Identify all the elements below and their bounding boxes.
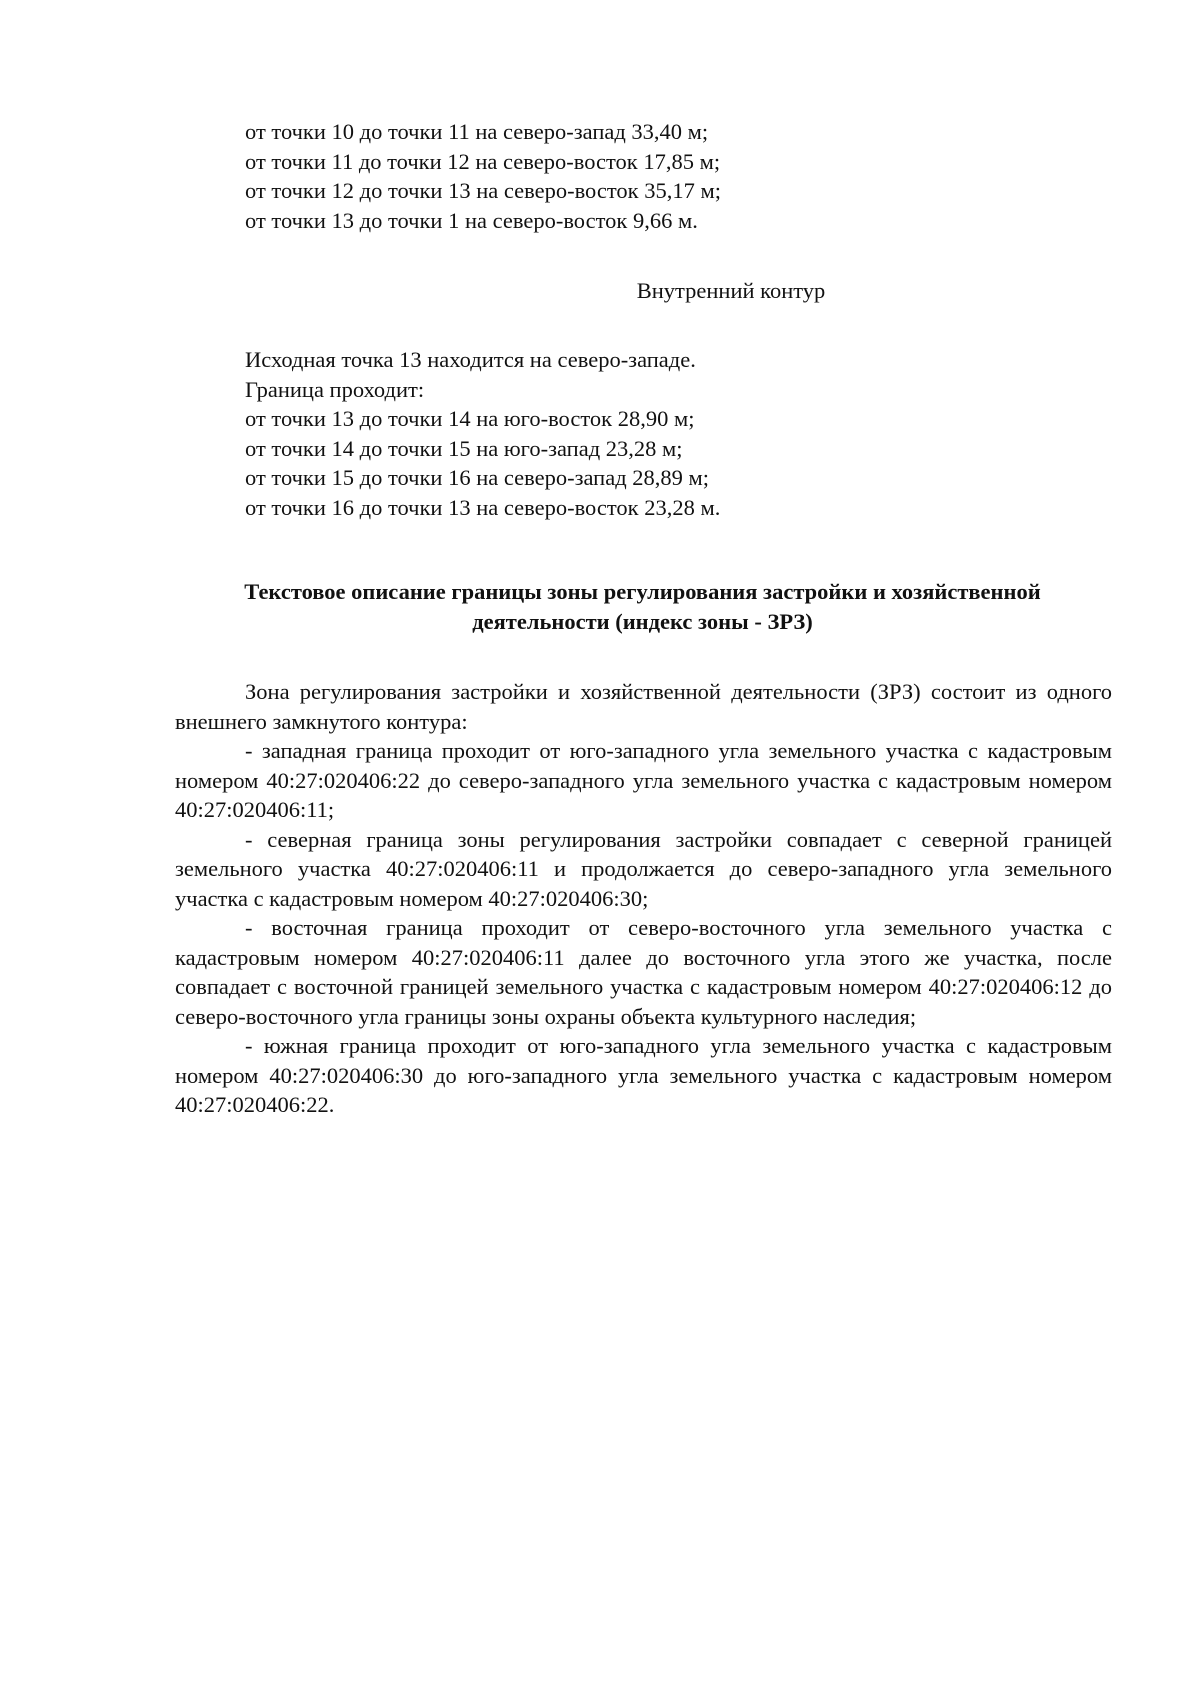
boundary-segment-line: от точки 12 до точки 13 на северо-восток 35,17 м; [245, 178, 721, 203]
eastern-boundary-paragraph: - восточная граница проходит от северо-восточного угла земельного участка с кадастровым номером 40:27:020406:11 далее до восточного угла этого же участка, после совпадает с восточной границей земельного участка с кадастровым номером 40:27:020406:12 до северо-восточного угла границы зоны охраны объекта культурного наследия; [175, 915, 1112, 1029]
boundary-segment-line: от точки 13 до точки 1 на северо-восток 9,66 м. [245, 207, 698, 233]
boundary-segment-line: от точки 15 до точки 16 на северо-запад 28,89 м; [245, 465, 710, 490]
boundary-segment-line: от точки 13 до точки 14 на юго-восток 28,90 м; [245, 406, 695, 431]
boundary-segment-line: от точки 11 до точки 12 на северо-восток 17,85 м; [245, 148, 721, 174]
inner-contour-description [245, 345, 720, 522]
boundary-segment-line: от точки 14 до точки 15 на юго-запад 23,28 м; [245, 435, 683, 461]
zrz-description [175, 677, 1112, 1120]
zrz-section-title [175, 577, 1110, 637]
boundary-segment-line: от точки 10 до точки 11 на северо-запад 33,40 м; [245, 119, 709, 144]
start-point-line: Исходная точка 13 находится на северо-западе. [245, 347, 696, 372]
section-title-line: деятельности (индекс зоны - ЗРЗ) [472, 609, 813, 634]
section-title-line: Текстовое описание границы зоны регулирования застройки и хозяйственной [244, 579, 1041, 604]
outer-contour-end [245, 117, 721, 235]
boundary-intro-line: Граница проходит: [245, 376, 425, 402]
zrz-intro-paragraph: Зона регулирования застройки и хозяйственной деятельности (ЗРЗ) состоит из одного внешнего замкнутого контура: [175, 679, 1112, 734]
western-boundary-paragraph: - западная граница проходит от юго-западного угла земельного участка с кадастровым номером 40:27:020406:22 до северо-западного угла земельного участка с кадастровым номером 40:27:020406:11; [175, 738, 1112, 822]
boundary-segment-line: от точки 16 до точки 13 на северо-восток 23,28 м. [245, 494, 721, 520]
inner-contour-heading: Внутренний контур [636, 278, 826, 303]
northern-boundary-paragraph: - северная граница зоны регулирования застройки совпадает с северной границей земельного участка 40:27:020406:11 и продолжается до северо-западного угла земельного участка с кадастровым номером 40:27:020406:30; [175, 826, 1112, 911]
southern-boundary-paragraph: - южная граница проходит от юго-западного угла земельного участка с кадастровым номером 40:27:020406:30 до юго-западного угла земельного участка с кадастровым номером 40:27:020406:22. [175, 1033, 1112, 1117]
